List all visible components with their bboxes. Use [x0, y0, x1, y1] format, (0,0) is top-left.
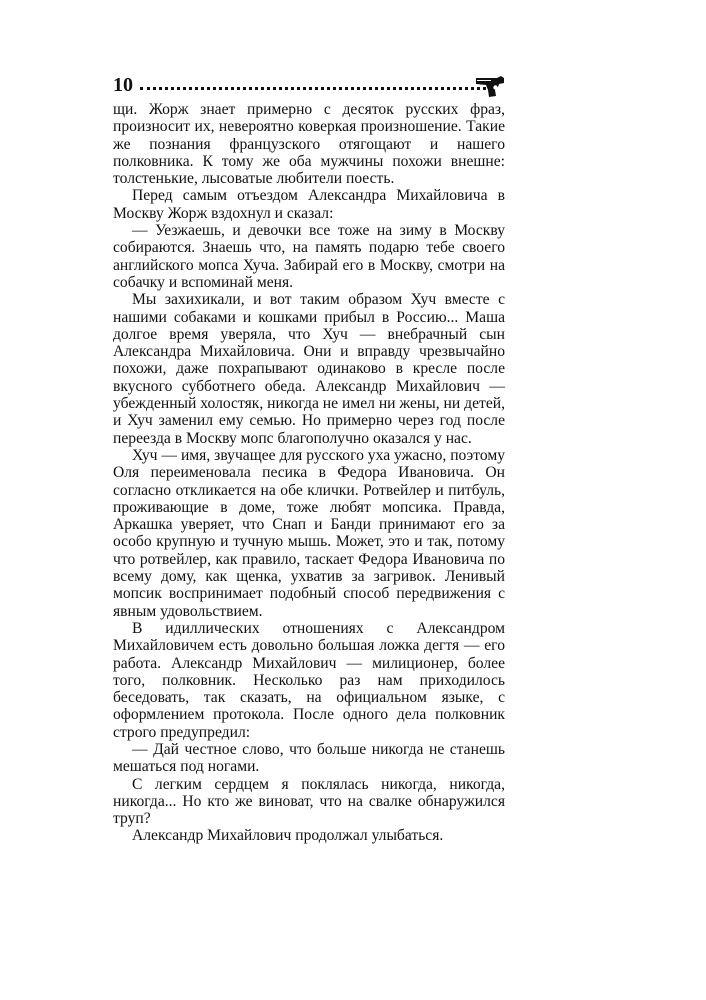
paragraph-4: Мы захихикали, и вот таким образом Хуч вместе с нашими собаками и кошками прибыл в Россию... Маша долгое время уверяла, что Хуч — внебрачный сын Александра Михайловича. Они и вправду чрезвычайно похожи, даже похрапывают одинаково в кресле после вкусного субботнего обеда. Александр Михайлович — убежденный холостяк, никогда не имел ни жены, ни детей, и Хуч заменил ему семью. Но примерно через год после переезда в Москву мопс благополучно оказался у нас.	[113, 291, 505, 447]
dotted-leader-line	[140, 87, 486, 90]
body-text	[113, 101, 505, 845]
paragraph-1: щи. Жорж знает примерно с десяток русских фраз, произносит их, невероятно коверкая произношение. Такие же познания французского отягощают и нашего полковника. К тому же оба мужчины похожи внешне: толстенькие, лысоватые любители поесть.	[113, 101, 505, 188]
running-header	[113, 74, 505, 100]
paragraph-3-dialogue: — Уезжаешь, и девочки все тоже на зиму в Москву собираются. Знаешь что, на память подарю тебе своего английского мопса Хуча. Забирай его в Москву, смотри на собачку и вспоминай меня.	[113, 222, 505, 291]
paragraph-7-dialogue: — Дай честное слово, что больше никогда не станешь мешаться под ногами.	[113, 740, 505, 776]
paragraph-2: Перед самым отъездом Александра Михайловича в Москву Жорж вздохнул и сказал:	[113, 187, 505, 222]
page-number: 10	[113, 74, 133, 96]
paragraph-9: Александр Михайлович продолжал улыбаться.	[132, 827, 444, 845]
pistol-icon	[475, 74, 505, 98]
paragraph-8: С легким сердцем я поклялась никогда, никогда, никогда... Но кто же виноват, что на свалке обнаружился труп?	[113, 775, 505, 828]
paragraph-5: Хуч — имя, звучащее для русского уха ужасно, поэтому Оля переименовала песика в Федора Ивановича. Он согласно откликается на обе клички. Ротвейлер и питбуль, проживающие в доме, тоже любят мопсика. Правда, Аркашка уверяет, что Снап и Банди принимают его за особо крупную и тучную мышь. Может, это и так, потому что ротвейлер, как правило, таскает Федора Ивановича по всему дому, как щенка, ухватив за загривок. Ленивый мопсик воспринимает подобный способ передвижения с явным удовольствием.	[113, 446, 505, 620]
paragraph-6: В идиллических отношениях с Александром Михайловичем есть довольно большая ложка дегтя — его работа. Александр Михайлович — милиционер, более того, полковник. Несколько раз нам приходилось беседовать, так сказать, на официальном языке, с оформлением протокола. После одного дела полковник строго предупредил:	[113, 619, 505, 741]
